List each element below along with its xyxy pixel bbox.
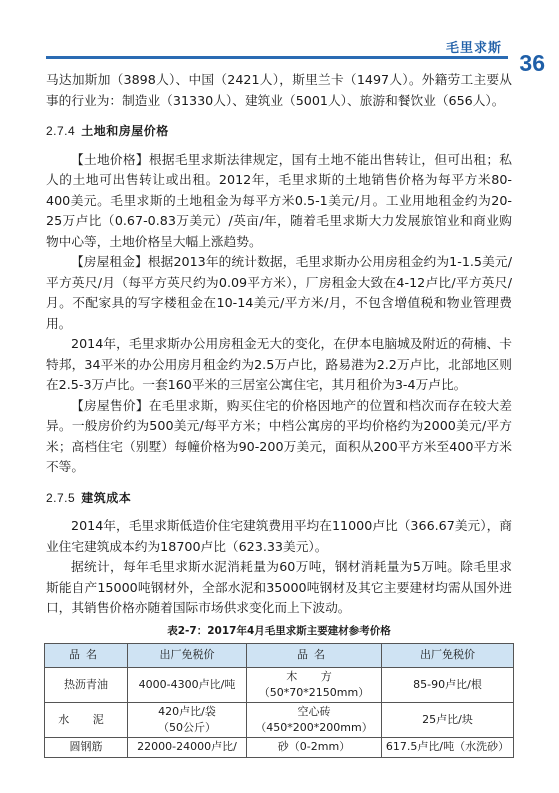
table-cell: 22000-24000卢比/ [128, 737, 247, 757]
paragraph-construction-cost: 2014年，毛里求斯低造价住宅建筑费用平均在11000卢比（366.67美元），商业住宅建筑成本约为18700卢比（623.33美元）。 [46, 518, 512, 554]
paragraph-materials: 据统计，每年毛里求斯水泥消耗量为60万吨，钢材消耗量为5万吨。除毛里求斯能自产15000吨钢材外，全部水泥和35000吨钢材及其它主要建材均需从国外进口，其销售价格亦随着国际市场供求变化而上下波动。 [46, 559, 512, 615]
table-caption: 表2-7：2017年4月毛里求斯主要建材参考价格 [167, 624, 391, 637]
cell-line: 木 方 [286, 669, 342, 683]
cell-line: （50公斤） [158, 720, 216, 734]
table-cell [247, 667, 382, 702]
materials-price-table [44, 643, 514, 758]
paragraph-house-price: 【房屋售价】在毛里求斯，购买住宅的价格因地产的位置和档次而存在较大差异。一般房价约为500美元/每平方米；中档公寓房的平均价格约为2000美元/平方米；高档住宅（别墅）每幢价格为90-200万美元，面积从200平方米至400平方米不等。 [46, 397, 512, 474]
running-header-title: 毛里求斯 [445, 41, 502, 56]
page-body [46, 70, 512, 758]
cell-line: 空心砖 [297, 704, 331, 718]
table-cell [128, 702, 247, 737]
table-cell: 25卢比/块 [382, 702, 514, 737]
cell-line: （50*70*2150mm） [258, 685, 370, 699]
table-cell: 热沥青油 [45, 667, 128, 702]
table-cell: 617.5卢比/吨（水洗砂） [382, 737, 514, 757]
section-number: 2.7.4 [46, 124, 76, 138]
table-header-row [45, 644, 514, 668]
table-cell: 水 泥 [45, 702, 128, 737]
table-row [45, 737, 514, 757]
section-title: 土地和房屋价格 [81, 124, 169, 138]
paragraph-land-price: 【土地价格】根据毛里求斯法律规定，国有土地不能出售转让，但可出租；私人的土地可出售转让或出租。2012年，毛里求斯的土地销售价格为每平方米80-400美元。毛里求斯的土地租金为每平方米0.5-1美元/月。工业用地租金约为20-25万卢比（0.67-0.83万美元）/英亩/年，随着毛里求斯大力发展旅馆业和商业购物中心等，土地价格呈大幅上涨趋势。 [46, 151, 512, 249]
paragraph-foreign-workers: 马达加斯加（3898人）、中国（2421人），斯里兰卡（1497人）。外籍劳工主要从事的行业为：制造业（31330人）、建筑业（5001人）、旅游和餐饮业（656人）。 [46, 72, 512, 108]
column-header: 出厂免税价 [128, 644, 247, 668]
paragraph-rent-2014: 2014年，毛里求斯办公用房租金无大的变化，在伊本电脑城及附近的荷楠、卡特邦，34平米的办公用房月租金约为2.5万卢比，路易港为2.2万卢比，北部地区则在2.5-3万卢比。一套160平米的三居室公寓住宅，其月租价为3-4万卢比。 [46, 336, 512, 392]
section-number: 2.7.5 [46, 490, 76, 505]
column-header: 品名 [247, 644, 382, 668]
section-heading-2-7-5 [46, 488, 512, 509]
table-cell: 砂（0-2mm） [247, 737, 382, 757]
cell-line: （450*200*200mm） [255, 720, 373, 734]
table-cell: 85-90卢比/根 [382, 667, 514, 702]
header-rule [46, 56, 508, 59]
paragraph-house-rent: 【房屋租金】根据2013年的统计数据，毛里求斯办公用房租金约为1-1.5美元/平方英尺/月（每平方英尺约为0.09平方米），厂房租金大致在4-12卢比/平方英尺/月。不配家具的写字楼租金在10-14美元/平方米/月，不包含增值税和物业管理费用。 [46, 254, 512, 331]
table-row [45, 702, 514, 737]
cell-line: 420卢比/袋 [158, 704, 216, 718]
column-header: 品名 [45, 644, 128, 668]
table-cell [247, 702, 382, 737]
table-cell: 4000-4300卢比/吨 [128, 667, 247, 702]
page-number: 36 [519, 50, 545, 76]
table-cell: 圆钢筋 [45, 737, 128, 757]
column-header: 出厂免税价 [382, 644, 514, 668]
table-row [45, 667, 514, 702]
section-title: 建筑成本 [81, 490, 132, 505]
section-heading-2-7-4 [46, 121, 512, 142]
